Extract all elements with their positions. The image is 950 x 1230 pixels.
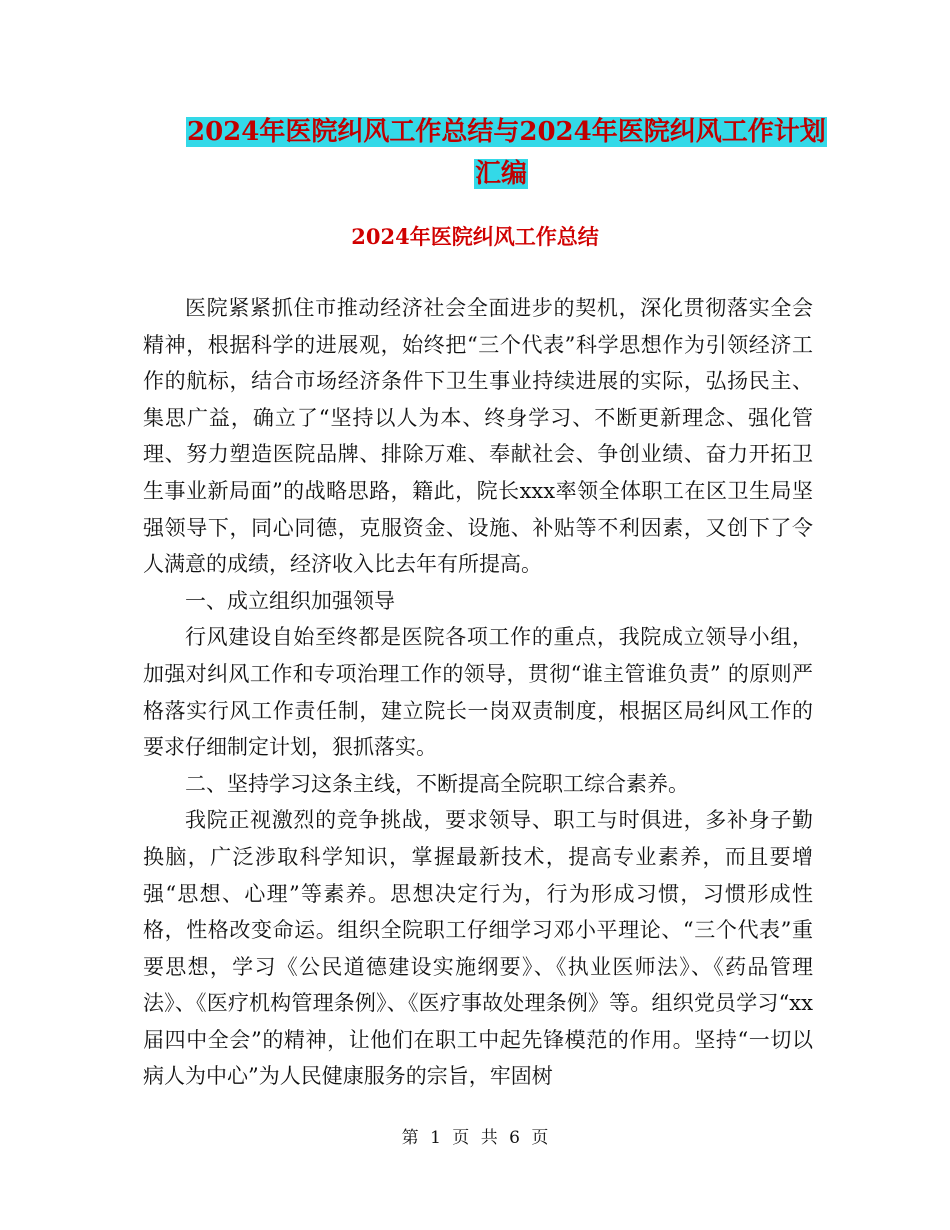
section-title: 2024年医院纠风工作总结: [351, 224, 599, 249]
heading-2: 二、坚持学习这条主线，不断提高全院职工综合素养。: [185, 771, 689, 796]
page-footer: 第 1 页 共 6 页: [401, 1128, 549, 1148]
document-body: [143, 290, 813, 1095]
title-line-2: [474, 154, 528, 194]
paragraph-leadership: 行风建设自始至终都是医院各项工作的重点，我院成立领导小组，加强对纠风工作和专项治理工作的领导，贯彻“谁主管谁负责” 的原则严格落实行风工作责任制，建立院长一岗双责制度，根据区局纠风工作的要求仔细制定计划，狠抓落实。: [143, 625, 813, 760]
title-line-1: [186, 112, 827, 152]
paragraph-intro: 医院紧紧抓住市推动经济社会全面进步的契机，深化贯彻落实全会精神，根据科学的进展观，始终把“三个代表”科学思想作为引领经济工作的航标，结合市场经济条件下卫生事业持续进展的实际，弘扬民主、集思广益，确立了“坚持以人为本、终身学习、不断更新理念、强化管理、努力塑造医院品牌、排除万难、奉献社会、争创业绩、奋力开拓卫生事业新局面”的战略思路，籍此，院长xxx率领全体职工在区卫生局坚强领导下，同心同德，克服资金、设施、补贴等不利因素，又创下了令人满意的成绩，经济收入比去年有所提高。: [143, 296, 813, 577]
title-line-1-text: 2024年医院纠风工作总结与2024年医院纠风工作计划: [187, 117, 826, 147]
title-line-2-text: 汇编: [475, 159, 528, 189]
heading-1: 一、成立组织加强领导: [185, 588, 395, 613]
paragraph-study: 我院正视激烈的竞争挑战，要求领导、职工与时俱进，多补身子勤换脑，广泛涉取科学知识，掌握最新技术，提高专业素养，而且要增强“思想、心理”等素养。思想决定行为，行为形成习惯，习惯形成性格，性格改变命运。组织全院职工仔细学习邓小平理论、“三个代表”重要思想，学习《公民道德建设实施纲要》、《执业医师法》、《药品管理法》、《医疗机构管理条例》、《医疗事故处理条例》等。组织党员学习“xx届四中全会”的精神，让他们在职工中起先锋模范的作用。坚持“一切以病人为中心”为人民健康服务的宗旨，牢固树: [143, 808, 813, 1089]
